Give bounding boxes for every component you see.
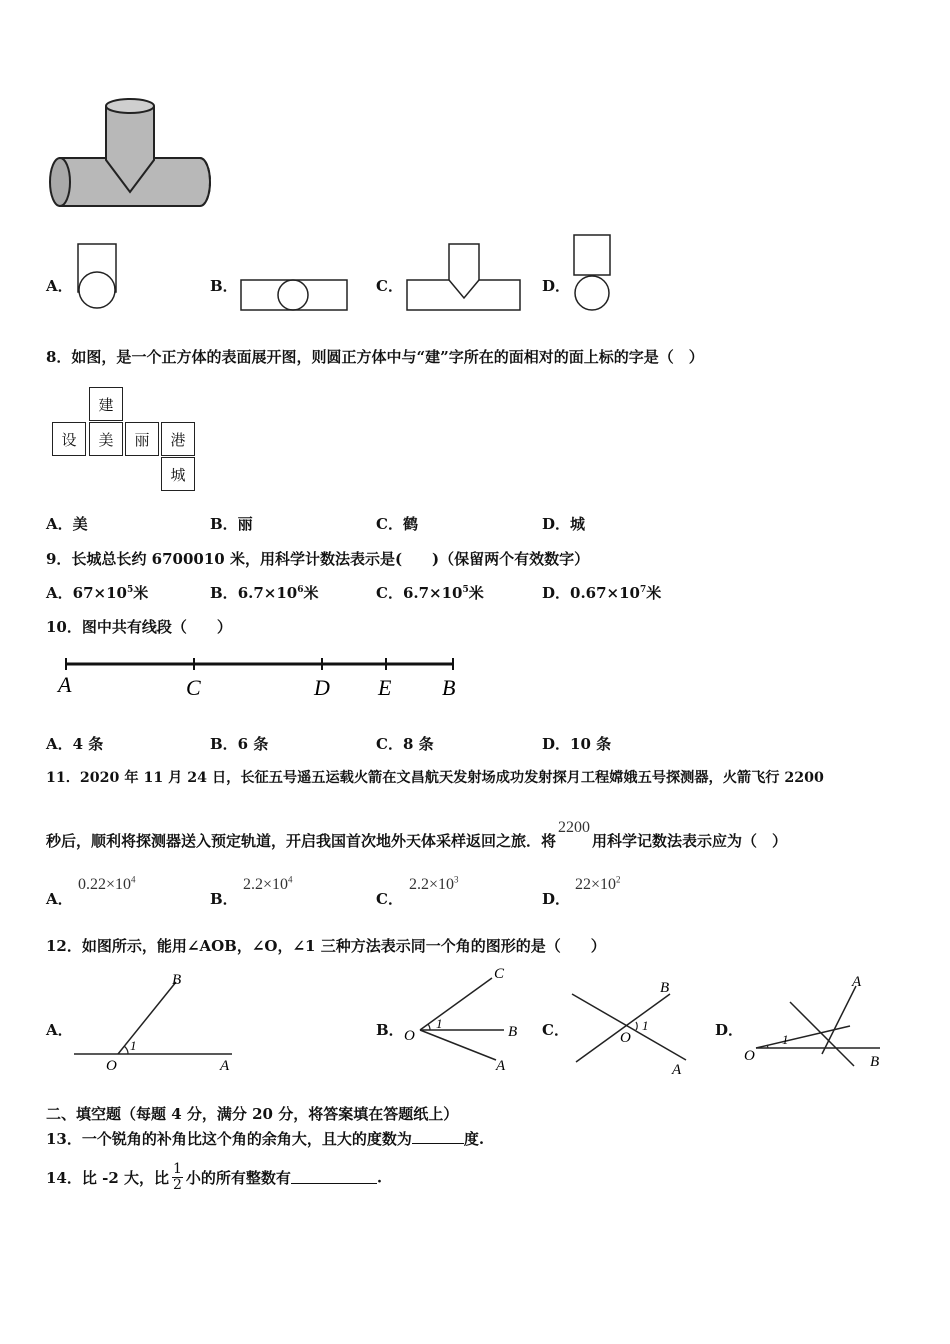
q12-option-a: A． xyxy=(46,1021,73,1039)
q14-fraction: $\frac{1}{2}$ xyxy=(172,1161,182,1193)
q11-number: 2200 xyxy=(558,819,591,836)
q7-option-b-figure xyxy=(238,276,352,314)
q12-figure-c xyxy=(566,976,696,1080)
q9-question: 9．长城总长约 6700010 米，用科学计数法表示是( )（保留两个有效数字） xyxy=(46,550,590,568)
svg-text:A: A xyxy=(496,1058,506,1074)
svg-text:A: A xyxy=(672,1062,682,1078)
q9-option-c: C．$6.7\times 10^5$米 xyxy=(376,584,484,602)
net-cell-cheng: 城 xyxy=(161,457,195,491)
q11-option-d: D． xyxy=(542,890,571,908)
q8-option-b: B．丽 xyxy=(210,515,253,533)
q13-question: 13．一个锐角的补角比这个角的余角大，且大的度数为 度. xyxy=(46,1130,485,1148)
q10-option-c: C．8 条 xyxy=(376,735,434,753)
q9-option-b: B．$6.7\times 10^6$米 xyxy=(210,584,319,602)
q14-answer-blank[interactable] xyxy=(291,1171,377,1184)
svg-text:B: B xyxy=(870,1054,880,1070)
q7-option-d: D． xyxy=(542,277,571,295)
q9-option-a: A．$67\times 10^5$米 xyxy=(46,584,149,602)
point-c: C xyxy=(186,675,201,700)
svg-text:C: C xyxy=(494,966,505,982)
q11-option-c-value: $2.2\times 10^3$ xyxy=(409,874,459,893)
q12-figure-d xyxy=(738,970,888,1074)
q7-option-c-figure xyxy=(404,242,524,314)
svg-text:O: O xyxy=(106,1058,117,1074)
q11-option-a: A． xyxy=(46,890,73,908)
net-cell-mei: 美 xyxy=(89,422,123,456)
net-cell-gang: 港 xyxy=(161,422,195,456)
svg-text:B: B xyxy=(660,980,670,996)
svg-text:O: O xyxy=(620,1030,631,1046)
net-cell-jian: 建 xyxy=(89,387,123,421)
q7-option-b: B． xyxy=(210,277,238,295)
svg-text:B: B xyxy=(508,1024,518,1040)
q10-option-a: A．4 条 xyxy=(46,735,104,753)
q13-answer-blank[interactable] xyxy=(412,1131,464,1144)
q10-option-d: D．10 条 xyxy=(542,735,612,753)
q11-question-line2: 秒后，顺利将探测器送入预定轨道，开启我国首次地外天体采样返回之旅．将2200用科学记数法表示应为（ ） xyxy=(46,819,788,850)
svg-text:1: 1 xyxy=(642,1018,649,1033)
q12-question: 12．如图所示，能用∠AOB，∠O，∠1 三种方法表示同一个角的图形的是（ ） xyxy=(46,937,606,955)
q7-option-c: C． xyxy=(376,277,403,295)
q11-option-a-value: $0.22\times 10^4$ xyxy=(78,874,136,893)
point-b: B xyxy=(442,675,456,700)
point-e: E xyxy=(378,675,392,700)
q8-option-a: A．美 xyxy=(46,515,88,533)
svg-text:1: 1 xyxy=(130,1038,137,1053)
q8-question: 8．如图，是一个正方体的表面展开图，则圆正方体中与“建”字所在的面相对的面上标的字是（ ） xyxy=(46,348,704,366)
q12-option-c: C． xyxy=(542,1021,569,1039)
t-pipe-figure xyxy=(44,96,214,208)
q7-option-a-figure xyxy=(74,242,122,314)
svg-text:O: O xyxy=(404,1028,415,1044)
q8-option-d: D．城 xyxy=(542,515,586,533)
svg-text:1: 1 xyxy=(436,1016,443,1031)
q12-option-d: D． xyxy=(715,1021,744,1039)
q12-option-b: B． xyxy=(376,1021,404,1039)
svg-text:B: B xyxy=(172,972,182,988)
q11-option-b-value: $2.2\times 10^4$ xyxy=(243,874,293,893)
q10-option-b: B．6 条 xyxy=(210,735,269,753)
q8-option-c: C．鹤 xyxy=(376,515,418,533)
q10-question: 10．图中共有线段（ ） xyxy=(46,618,232,636)
q12-figure-b xyxy=(396,960,526,1074)
net-cell-she: 设 xyxy=(52,422,86,456)
point-d: D xyxy=(314,675,330,700)
q7-option-a: A． xyxy=(46,277,73,295)
svg-text:A: A xyxy=(852,974,862,990)
segment-figure xyxy=(52,652,472,702)
svg-text:1: 1 xyxy=(782,1032,789,1047)
net-cell-li: 丽 xyxy=(125,422,159,456)
q14-question: 14．比 -2 大，比 $\frac{1}{2}$ 小的所有整数有 . xyxy=(46,1161,383,1193)
q9-option-d: D．$0.67\times 10^7$米 xyxy=(542,584,662,602)
section2-title: 二、填空题（每题 4 分，满分 20 分，将答案填在答题纸上） xyxy=(46,1105,459,1123)
q11-question-line1: 11．2020 年 11 月 24 日，长征五号遥五运载火箭在文昌航天发射场成功发射探月工程嫦娥五号探测器，火箭飞行 2200 xyxy=(46,770,824,786)
point-a: A xyxy=(58,672,72,697)
q11-option-d-value: $22\times 10^2$ xyxy=(575,874,621,893)
q11-option-b: B． xyxy=(210,890,238,908)
svg-text:A: A xyxy=(220,1058,230,1074)
q12-figure-a xyxy=(70,966,240,1076)
q7-option-d-figure xyxy=(570,232,616,316)
svg-text:O: O xyxy=(744,1048,755,1064)
q11-option-c: C． xyxy=(376,890,403,908)
